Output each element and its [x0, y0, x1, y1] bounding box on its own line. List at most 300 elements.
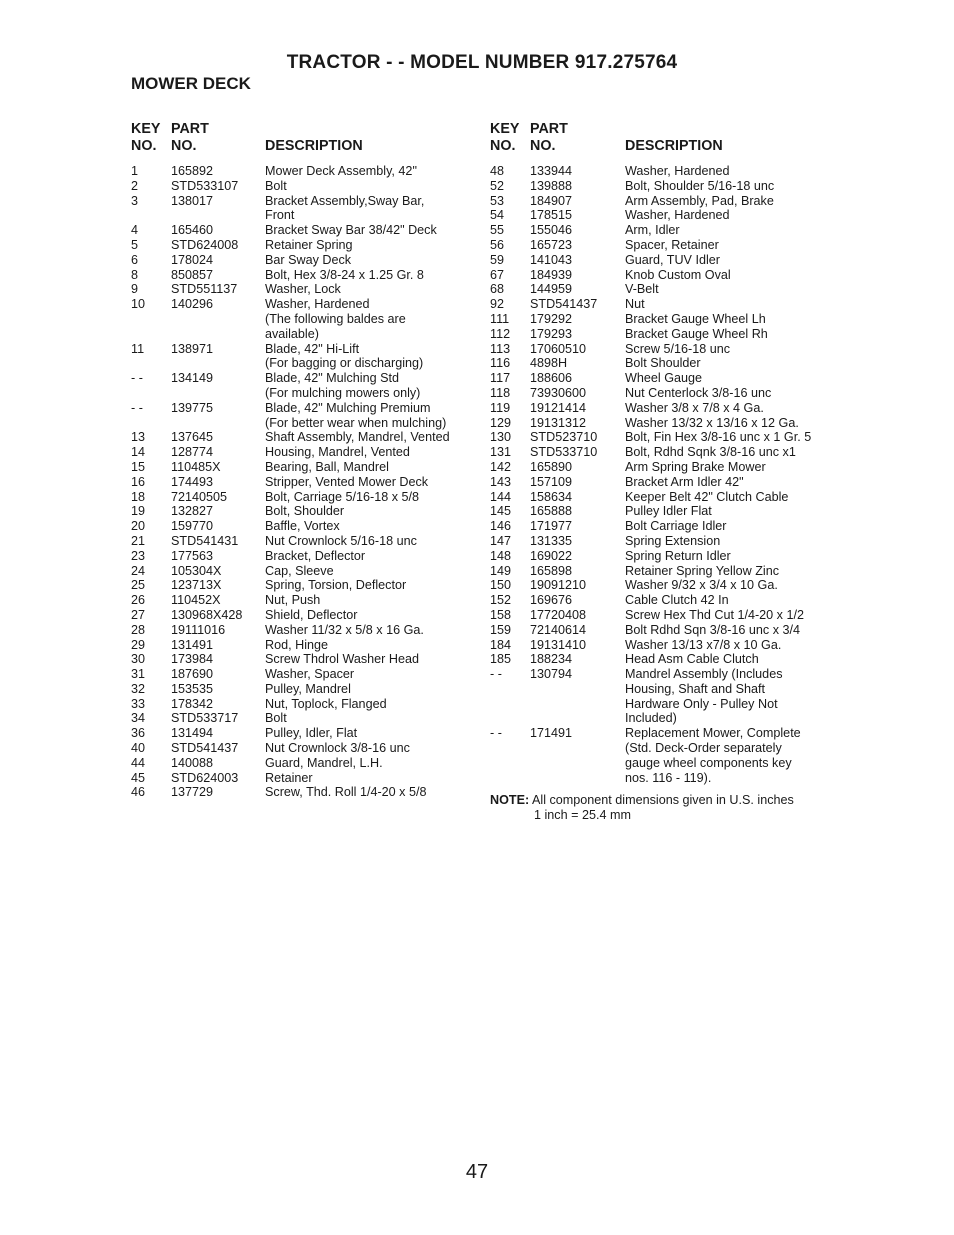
table-row: [131, 593, 476, 608]
part-no: 140088: [171, 755, 214, 770]
key-no: 131: [490, 445, 512, 460]
description-header: DESCRIPTION: [625, 138, 723, 154]
description: Guard, TUV Idler: [625, 252, 720, 267]
key-no: 27: [131, 607, 146, 622]
key-no: 158: [490, 607, 512, 622]
part-no: STD541437: [171, 741, 239, 756]
key-no: [490, 741, 530, 756]
key-no: [490, 682, 530, 697]
key-no: 10: [131, 297, 146, 312]
part-no: [171, 386, 265, 401]
part-no: 73930600: [530, 385, 587, 400]
key-no: 48: [490, 164, 505, 178]
key-no: 118: [490, 385, 511, 400]
part-no: 179293: [530, 326, 573, 341]
key-no: - -: [131, 371, 143, 386]
description: Bolt, Fin Hex 3/8-16 unc x 1 Gr. 5: [625, 430, 812, 445]
table-header-line2: [490, 138, 835, 155]
table-row: [131, 401, 476, 416]
part-no: 19131410: [530, 637, 587, 652]
description: Head Asm Cable Clutch: [625, 652, 759, 667]
description: Pulley Idler Flat: [625, 504, 712, 519]
table-row: [131, 268, 476, 283]
description: Rod, Hinge: [265, 637, 329, 652]
table-row: [131, 356, 476, 371]
description: Bracket Gauge Wheel Lh: [625, 311, 766, 326]
key-no: 92: [490, 297, 505, 312]
table-row: [490, 282, 835, 297]
description: Washer 9/32 x 3/4 x 10 Ga.: [625, 578, 778, 593]
part-no: 169676: [530, 593, 573, 608]
part-no: 157109: [530, 474, 573, 489]
table-row: [490, 519, 835, 534]
part-no: 72140614: [530, 622, 587, 637]
table-row: [490, 623, 835, 638]
key-no: 56: [490, 237, 505, 252]
table-row: [131, 608, 476, 623]
description: Bolt, Rdhd Sqnk 3/8-16 unc x1: [625, 445, 796, 460]
key-no: 113: [490, 341, 511, 356]
part-no: 137729: [171, 785, 214, 800]
description: Pulley, Idler, Flat: [265, 726, 358, 741]
description: Housing, Shaft and Shaft: [625, 681, 766, 696]
parts-table-left: [131, 121, 476, 800]
part-no: 178024: [171, 252, 214, 267]
table-row: [131, 253, 476, 268]
description-header: DESCRIPTION: [265, 138, 363, 154]
description: Stripper, Vented Mower Deck: [265, 474, 429, 489]
description: available): [265, 326, 319, 341]
key-no: 143: [490, 474, 512, 489]
table-row: [490, 386, 835, 401]
description: Bolt: [265, 178, 287, 193]
table-row: [131, 667, 476, 682]
part-no: [171, 416, 265, 431]
table-row: [131, 297, 476, 312]
table-row: [131, 194, 476, 209]
description: Washer, Lock: [265, 282, 341, 297]
description: Cap, Sleeve: [265, 563, 334, 578]
part-no: 4898H: [530, 356, 568, 371]
description: Bracket, Deflector: [265, 548, 366, 563]
description: Bracket Arm Idler 42": [625, 474, 744, 489]
part-no: 138017: [171, 193, 214, 208]
key-no: 26: [131, 593, 146, 608]
description: Pulley, Mandrel: [265, 681, 351, 696]
description: (Std. Deck-Order separately: [625, 741, 782, 756]
part-no: 123713X: [171, 578, 222, 593]
part-no: 171977: [530, 519, 573, 534]
key-no: 185: [490, 652, 512, 667]
description: Baffle, Vortex: [265, 519, 340, 534]
key-no: 54: [490, 208, 505, 223]
key-no: 68: [490, 282, 505, 297]
part-no: 153535: [171, 681, 214, 696]
description: Retainer Spring: [265, 237, 353, 252]
description: (The following baldes are: [265, 311, 406, 326]
key-no: 112: [490, 326, 511, 341]
part-no: 19131312: [530, 415, 587, 430]
part-no: 169022: [530, 548, 573, 563]
table-row: [131, 164, 476, 179]
description: Washer, Hardened: [625, 164, 730, 178]
description: Arm, Idler: [625, 223, 680, 238]
part-no: [530, 711, 625, 726]
table-row: [490, 549, 835, 564]
table-header-line1: [131, 121, 476, 138]
description: Housing, Mandrel, Vented: [265, 445, 410, 460]
table-row: [131, 519, 476, 534]
table-row: [490, 593, 835, 608]
key-no: 145: [490, 504, 512, 519]
table-row: [490, 741, 835, 756]
table-row: [131, 504, 476, 519]
table-row: [490, 268, 835, 283]
key-no: - -: [490, 726, 502, 741]
part-no: STD523710: [530, 430, 598, 445]
key-no: 31: [131, 667, 146, 682]
part-no: 72140505: [171, 489, 228, 504]
part-no: 850857: [171, 267, 214, 282]
key-no: [490, 711, 530, 726]
table-row: [131, 208, 476, 223]
description: Washer 11/32 x 5/8 x 16 Ga.: [265, 622, 424, 637]
part-no: 131491: [171, 637, 214, 652]
key-no: 150: [490, 578, 512, 593]
part-no: 105304X: [171, 563, 222, 578]
part-no: 165898: [530, 563, 573, 578]
key-no: 52: [490, 178, 505, 193]
part-no: 140296: [171, 297, 214, 312]
table-row: [490, 475, 835, 490]
description: Bolt, Hex 3/8-24 x 1.25 Gr. 8: [265, 267, 424, 282]
part-no: 165723: [530, 237, 573, 252]
description: Arm Spring Brake Mower: [625, 459, 766, 474]
key-no: 9: [131, 282, 139, 297]
table-row: [490, 208, 835, 223]
key-no: 111: [490, 311, 510, 326]
part-no: 141043: [530, 252, 573, 267]
part-no: 165888: [530, 504, 573, 519]
table-row: [490, 445, 835, 460]
table-row: [490, 756, 835, 771]
key-no: 25: [131, 578, 146, 593]
description: Bolt, Shoulder: [265, 504, 345, 519]
note-label: NOTE:: [490, 793, 530, 808]
description: Washer 13/32 x 13/16 x 12 Ga.: [625, 415, 799, 430]
key-no: 130: [490, 430, 512, 445]
description: Nut Crownlock 5/16-18 unc: [265, 533, 417, 548]
key-no: [131, 312, 171, 327]
description: Bolt, Carriage 5/16-18 x 5/8: [265, 489, 420, 504]
table-header-line1: [490, 121, 835, 138]
description: Bolt, Shoulder 5/16-18 unc: [625, 178, 775, 193]
key-no: 119: [490, 400, 511, 415]
table-row: [131, 534, 476, 549]
key-no: 11: [131, 341, 145, 356]
description: Screw, Thd. Roll 1/4-20 x 5/8: [265, 785, 427, 800]
key-no: [490, 697, 530, 712]
key-no: 36: [131, 726, 146, 741]
part-no: [530, 771, 625, 786]
table-row: [131, 460, 476, 475]
description: Wheel Gauge: [625, 371, 703, 386]
part-no: STD533717: [171, 711, 239, 726]
key-no: 40: [131, 741, 146, 756]
table-row: [131, 238, 476, 253]
table-row: [490, 297, 835, 312]
description: Bolt Carriage Idler: [625, 519, 727, 534]
part-no: 131494: [171, 726, 214, 741]
description: Blade, 42" Hi-Lift: [265, 341, 360, 356]
part-no: 178515: [530, 208, 573, 223]
table-row: [490, 223, 835, 238]
table-row: [131, 771, 476, 786]
part-no: 19121414: [530, 400, 587, 415]
table-row: [490, 238, 835, 253]
key-no-header: NO.: [490, 138, 516, 154]
key-no: [490, 771, 530, 786]
page-title: TRACTOR - - MODEL NUMBER 917.275764: [286, 52, 678, 73]
table-row: [131, 726, 476, 741]
table-row: [131, 578, 476, 593]
part-no: 188234: [530, 652, 573, 667]
key-no-header: NO.: [131, 138, 157, 154]
table-row: [131, 711, 476, 726]
description: Washer 13/13 x7/8 x 10 Ga.: [625, 637, 782, 652]
key-no: [131, 208, 171, 223]
description: Bearing, Ball, Mandrel: [265, 459, 389, 474]
part-no: 139888: [530, 178, 573, 193]
description: Washer, Spacer: [265, 667, 355, 682]
note-text: All component dimensions given in U.S. inches: [532, 793, 794, 808]
part-no: 134149: [171, 371, 214, 386]
key-no: 152: [490, 593, 512, 608]
table-row: [490, 416, 835, 431]
description: Retainer: [265, 770, 313, 785]
part-no: STD533710: [530, 445, 598, 460]
part-no: 131335: [530, 533, 573, 548]
key-no: 13: [131, 430, 146, 445]
key-no: 55: [490, 223, 505, 238]
description: Nut Centerlock 3/8-16 unc: [625, 385, 772, 400]
part-no: STD624003: [171, 770, 239, 785]
description: Blade, 42" Mulching Premium: [265, 400, 431, 415]
table-row: [131, 416, 476, 431]
key-no: 46: [131, 785, 146, 800]
table-row: [490, 327, 835, 342]
description: (For mulching mowers only): [265, 385, 421, 400]
table-row: [131, 682, 476, 697]
table-row: [131, 327, 476, 342]
key-no: 2: [131, 178, 139, 193]
table-row: [131, 741, 476, 756]
description: Bar Sway Deck: [265, 252, 352, 267]
table-row: [131, 623, 476, 638]
part-no: [530, 756, 625, 771]
part-no: 165892: [171, 164, 214, 178]
key-no: [490, 756, 530, 771]
part-no: [530, 697, 625, 712]
description: Screw Hex Thd Cut 1/4-20 x 1/2: [625, 607, 804, 622]
key-no: 146: [490, 519, 512, 534]
key-no: 20: [131, 519, 146, 534]
key-no: 24: [131, 563, 146, 578]
part-no: 19091210: [530, 578, 587, 593]
part-no: 177563: [171, 548, 214, 563]
description: Front: [265, 208, 295, 223]
table-row: [490, 726, 835, 741]
table-row: [490, 430, 835, 445]
section-title: MOWER DECK: [131, 74, 251, 93]
description: Bolt Shoulder: [625, 356, 701, 371]
key-no: 144: [490, 489, 512, 504]
key-no: 142: [490, 459, 512, 474]
table-row: [131, 386, 476, 401]
parts-rows-right: [490, 164, 835, 785]
key-no: [131, 327, 171, 342]
description: Spacer, Retainer: [625, 237, 719, 252]
part-no: 17060510: [530, 341, 587, 356]
part-no: 159770: [171, 519, 214, 534]
table-row: [490, 504, 835, 519]
part-no: 110485X: [171, 459, 221, 474]
table-row: [131, 445, 476, 460]
key-no: 116: [490, 356, 511, 371]
table-row: [131, 785, 476, 800]
part-no: 179292: [530, 311, 573, 326]
key-no: [131, 386, 171, 401]
description: Mandrel Assembly (Includes: [625, 667, 783, 682]
parts-rows-left: [131, 164, 476, 800]
part-no: STD541431: [171, 533, 239, 548]
description: Spring Return Idler: [625, 548, 731, 563]
part-no: 165890: [530, 459, 573, 474]
table-row: [131, 282, 476, 297]
part-no: 137645: [171, 430, 214, 445]
table-row: [131, 564, 476, 579]
description: Mower Deck Assembly, 42": [265, 164, 417, 178]
key-no: 23: [131, 548, 146, 563]
key-no: 18: [131, 489, 146, 504]
key-no: 32: [131, 681, 146, 696]
part-no: 130968X428: [171, 607, 243, 622]
part-no-header: NO.: [530, 138, 556, 154]
part-no: 110452X: [171, 593, 221, 608]
part-no: STD624008: [171, 237, 239, 252]
description: Cable Clutch 42 In: [625, 593, 729, 608]
description: Knob Custom Oval: [625, 267, 731, 282]
description: Nut: [625, 297, 645, 312]
key-no: 34: [131, 711, 146, 726]
key-no: 53: [490, 193, 505, 208]
description: Arm Assembly, Pad, Brake: [625, 193, 774, 208]
table-row: [490, 697, 835, 712]
key-no: 44: [131, 755, 146, 770]
description: Retainer Spring Yellow Zinc: [625, 563, 780, 578]
table-row: [490, 179, 835, 194]
description: Bolt: [265, 711, 287, 726]
key-no: 28: [131, 622, 146, 637]
key-no: 19: [131, 504, 146, 519]
part-no: 19111016: [171, 622, 226, 637]
table-row: [490, 401, 835, 416]
key-no: 184: [490, 637, 512, 652]
part-no: STD533107: [171, 178, 239, 193]
table-row: [131, 223, 476, 238]
description: Nut Crownlock 3/8-16 unc: [265, 741, 410, 756]
part-no: [171, 327, 265, 342]
key-no: 30: [131, 652, 146, 667]
table-row: [131, 756, 476, 771]
part-no: 187690: [171, 667, 214, 682]
key-no: 21: [131, 533, 146, 548]
key-no: 45: [131, 770, 146, 785]
key-no: 4: [131, 223, 139, 238]
note: [490, 793, 835, 823]
key-no: - -: [490, 667, 502, 682]
table-row: [131, 638, 476, 653]
key-no: 67: [490, 267, 505, 282]
part-no: [530, 741, 625, 756]
part-no: STD551137: [171, 282, 238, 297]
key-no: 15: [131, 459, 146, 474]
part-no: 128774: [171, 445, 214, 460]
description: gauge wheel components key: [625, 755, 792, 770]
table-row: [131, 312, 476, 327]
part-no: 17720408: [530, 607, 587, 622]
note-conversion: 1 inch = 25.4 mm: [534, 808, 631, 823]
table-row: [490, 356, 835, 371]
table-row: [131, 342, 476, 357]
description: Washer 3/8 x 7/8 x 4 Ga.: [625, 400, 764, 415]
part-no: 139775: [171, 400, 214, 415]
part-header: PART: [171, 121, 209, 137]
key-no: 59: [490, 252, 505, 267]
description: Bracket Gauge Wheel Rh: [625, 326, 768, 341]
part-no: 144959: [530, 282, 573, 297]
part-no: 178342: [171, 696, 214, 711]
key-header: KEY: [131, 121, 161, 137]
description: (For better wear when mulching): [265, 415, 447, 430]
table-row: [131, 652, 476, 667]
table-row: [490, 164, 835, 179]
part-no: 155046: [530, 223, 573, 238]
part-no: 173984: [171, 652, 214, 667]
key-no: 16: [131, 474, 146, 489]
part-no: 165460: [171, 223, 214, 238]
table-row: [490, 578, 835, 593]
description: Nut, Push: [265, 593, 321, 608]
table-row: [131, 371, 476, 386]
key-no: 1: [131, 164, 139, 178]
parts-table-right: [490, 121, 835, 823]
table-row: [131, 430, 476, 445]
description: Spring, Torsion, Deflector: [265, 578, 407, 593]
description: Nut, Toplock, Flanged: [265, 696, 387, 711]
part-no: [530, 682, 625, 697]
description: Shield, Deflector: [265, 607, 358, 622]
table-row: [490, 253, 835, 268]
table-row: [490, 711, 835, 726]
table-row: [131, 697, 476, 712]
table-row: [131, 179, 476, 194]
part-no: 130794: [530, 667, 573, 682]
part-no: 174493: [171, 474, 214, 489]
part-no: 138971: [171, 341, 214, 356]
description: (For bagging or discharging): [265, 356, 424, 371]
description: V-Belt: [625, 282, 659, 297]
